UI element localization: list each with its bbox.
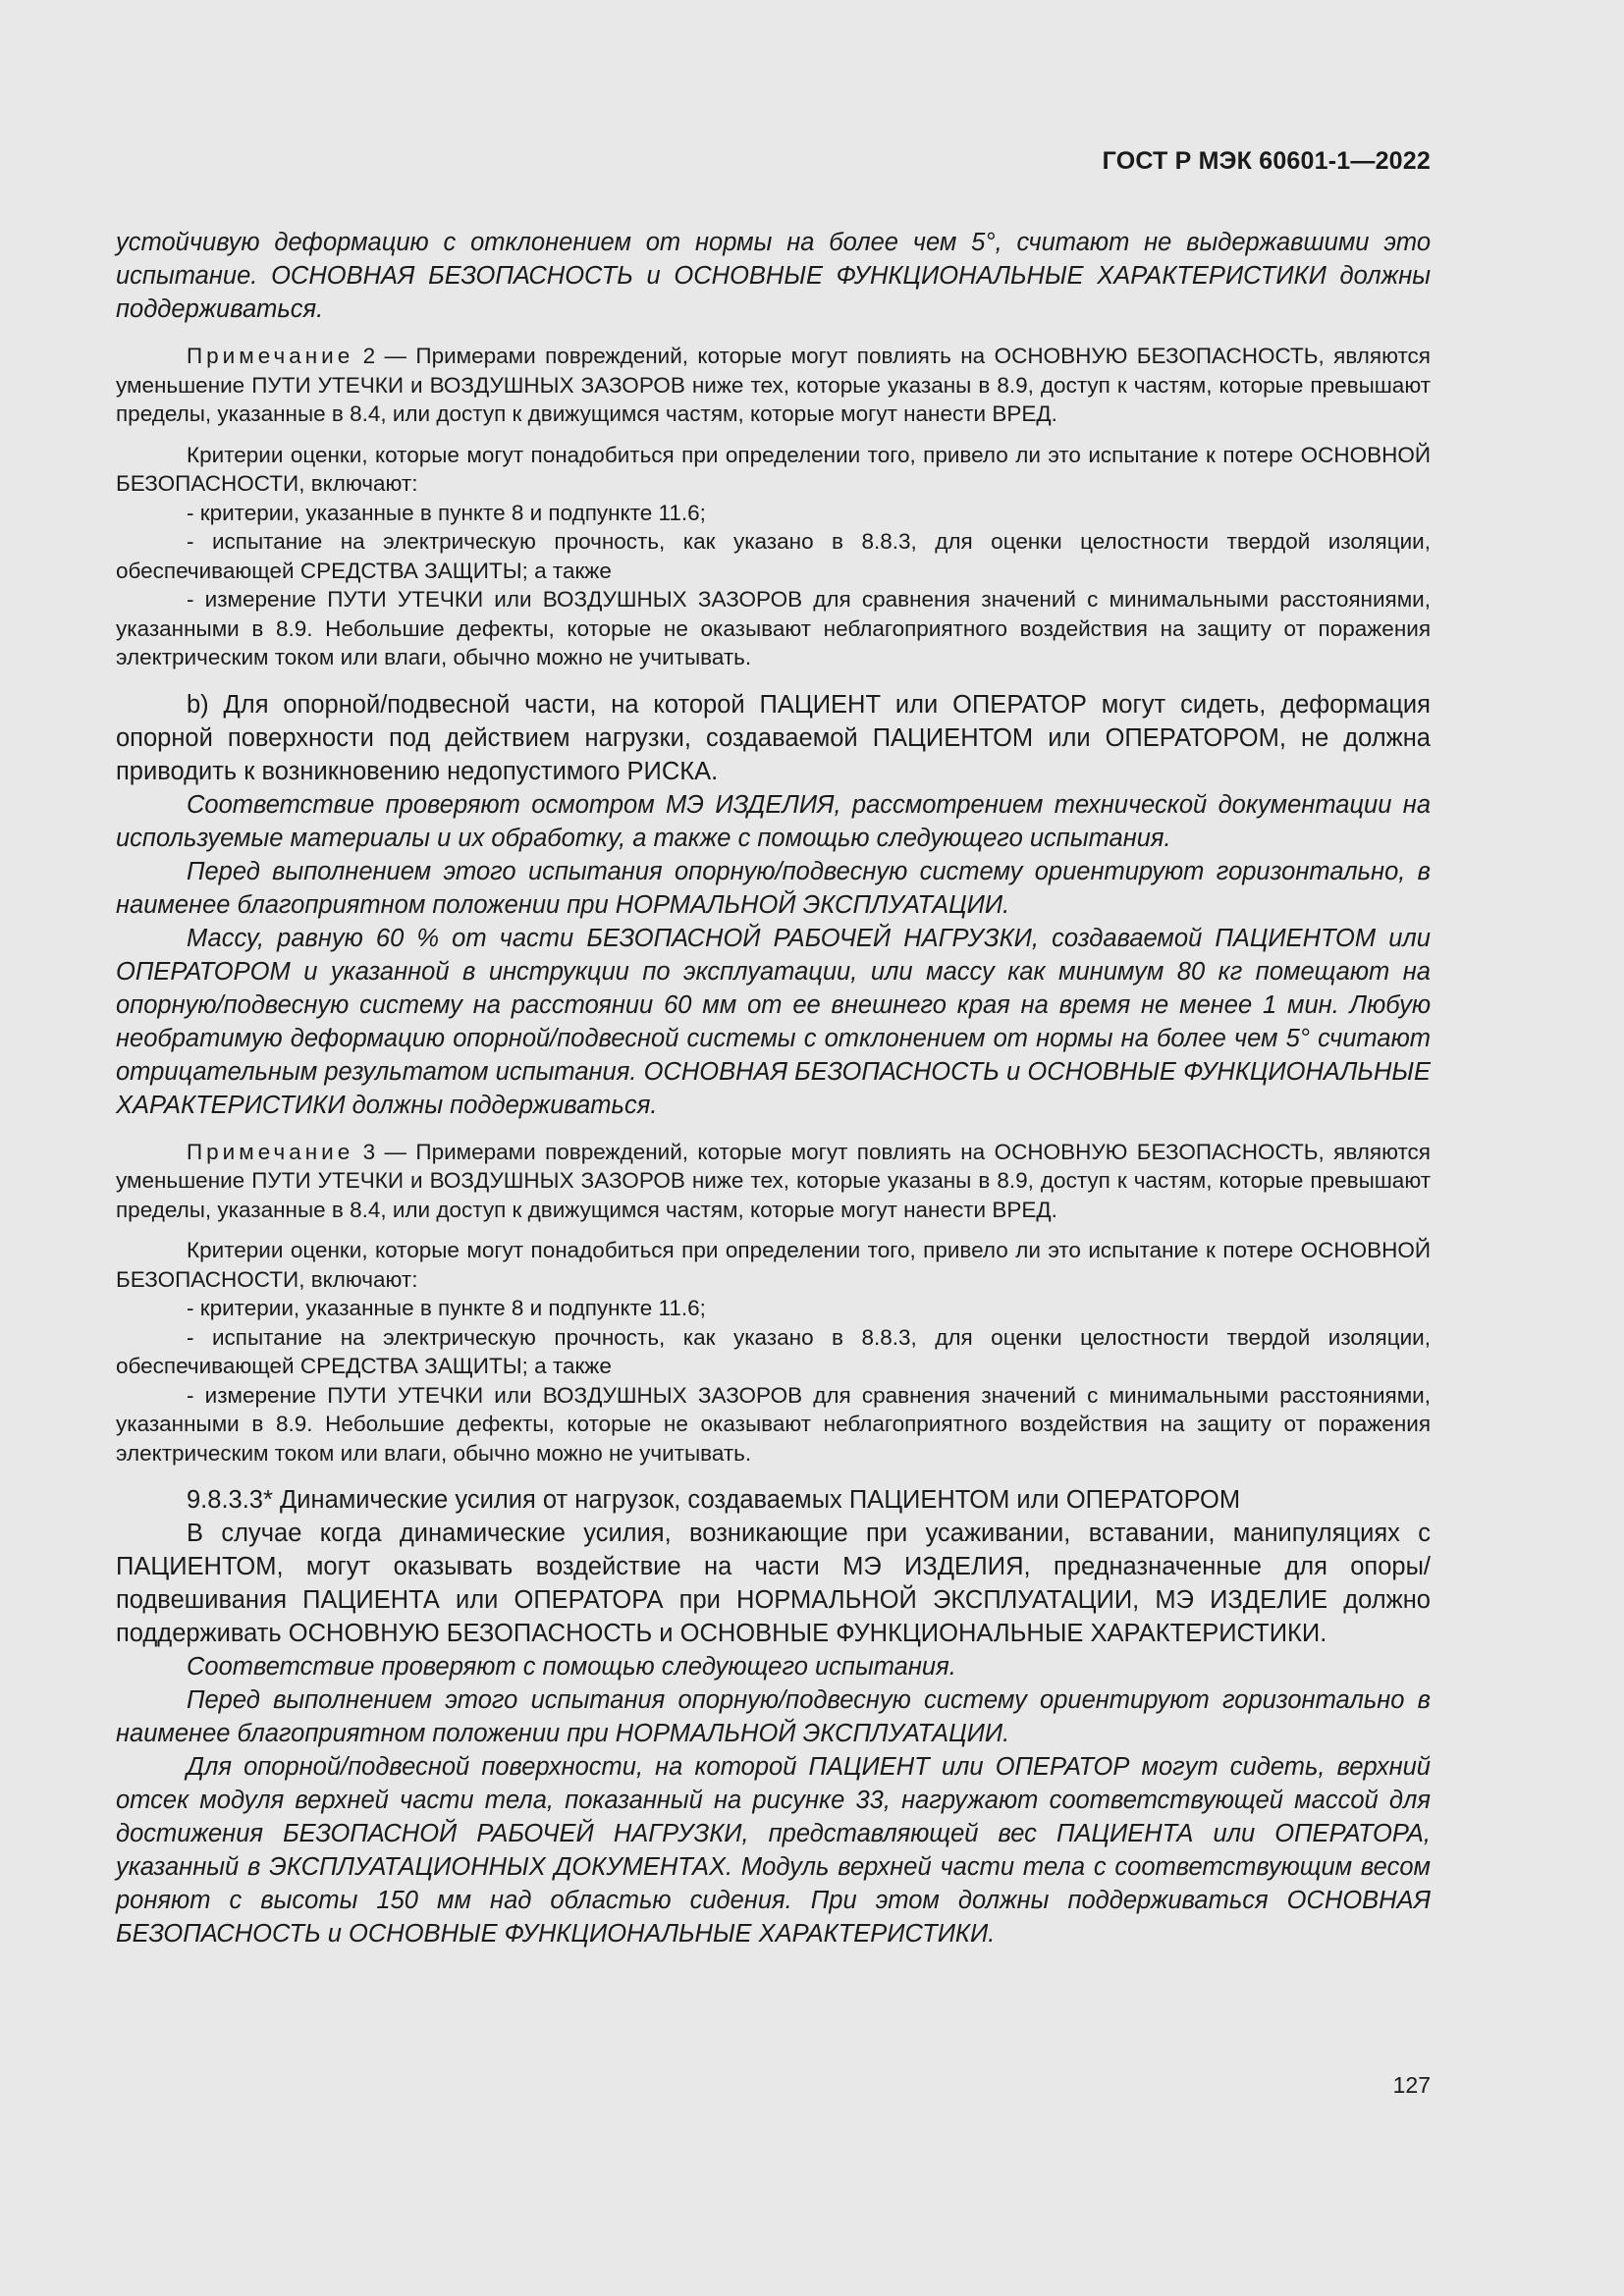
section-compliance: Соответствие проверяют с помощью следующего испытания. [187, 1653, 956, 1681]
criteria-item: - испытание на электрическую прочность, как указано в 8.8.3, для оценки целостности твердой изоляции, обеспечивающей СРЕДСТВА ЗАЩИТЫ; а также [116, 1324, 1431, 1378]
criteria-intro: Критерии оценки, которые могут понадобиться при определении того, привело ли это испытание к потере ОСНОВНОЙ БЕЗОПАСНОСТИ, включают: [116, 442, 1431, 496]
note-2 [116, 342, 1431, 429]
criteria-intro: Критерии оценки, которые могут понадобиться при определении того, привело ли это испытание к потере ОСНОВНОЙ БЕЗОПАСНОСТИ, включают: [116, 1238, 1431, 1292]
section-heading: 9.8.3.3* Динамические усилия от нагрузок, создаваемых ПАЦИЕНТОМ или ОПЕРАТОРОМ [187, 1486, 1241, 1514]
mass-test-paragraph: Массу, равную 60 % от части БЕЗОПАСНОЙ РАБОЧЕЙ НАГРУЗКИ, создаваемой ПАЦИЕНТОМ или ОПЕРАТОРОМ и указанной в инструкции по эксплуатации, или массу как минимум 80 кг помещают на опорную/подвесную систему на расстоянии 60 мм от ее внешнего края на время не менее 1 мин. Любую необратимую деформацию опорной/подвесной системы с отклонением от нормы на более чем 5° считают отрицательным результатом испытания. ОСНОВНАЯ БЕЗОПАСНОСТЬ и ОСНОВНЫЕ ФУНКЦИОНАЛЬНЫЕ ХАРАКТЕРИСТИКИ должны поддерживаться. [116, 924, 1431, 1119]
criteria-item: - испытание на электрическую прочность, как указано в 8.8.3, для оценки целостности твердой изоляции, обеспечивающей СРЕДСТВА ЗАЩИТЫ; а также [116, 529, 1431, 583]
orientation-paragraph: Перед выполнением этого испытания опорную/подвесную систему ориентируют горизонтально, в наименее благоприятном положении при НОРМАЛЬНОЙ ЭКСПЛУАТАЦИИ. [116, 857, 1431, 919]
section-orientation: Перед выполнением этого испытания опорную/подвесную систему ориентируют горизонтально в наименее благоприятном положении при НОРМАЛЬНОЙ ЭКСПЛУАТАЦИИ. [116, 1686, 1431, 1747]
note-text: 2 — Примерами повреждений, которые могут повлиять на ОСНОВНУЮ БЕЗОПАСНОСТЬ, являются уменьшение ПУТИ УТЕЧКИ и ВОЗДУШНЫХ ЗАЗОРОВ ниже тех, которые указаны в 8.9, доступ к частям, которые превышают пределы, указанные в 8.4, или доступ к движущимся частям, которые могут нанести ВРЕД. [116, 344, 1431, 426]
section-body: В случае когда динамические усилия, возникающие при усаживании, вставании, манипуляциях с ПАЦИЕНТОМ, могут оказывать воздействие на части МЭ ИЗДЕЛИЯ, предназначенные для опоры/подвешивания ПАЦИЕНТА или ОПЕРАТОРА при НОРМАЛЬНОЙ ЭКСПЛУАТАЦИИ, МЭ ИЗДЕЛИЕ должно поддерживать ОСНОВНУЮ БЕЗОПАСНОСТЬ и ОСНОВНЫЕ ФУНКЦИОНАЛЬНЫЕ ХАРАКТЕРИСТИКИ. [116, 1520, 1431, 1647]
page-number: 127 [1392, 2072, 1431, 2098]
note-3 [116, 1138, 1431, 1225]
criteria-item: - измерение ПУТИ УТЕЧКИ или ВОЗДУШНЫХ ЗАЗОРОВ для сравнения значений с минимальными расстояниями, указанными в 8.9. Небольшие дефекты, которые не оказывают неблагоприятного воздействия на защиту от поражения электрическим током или влаги, обычно можно не учитывать. [116, 587, 1431, 669]
note-label: Примечание [187, 344, 354, 368]
criteria-item: - измерение ПУТИ УТЕЧКИ или ВОЗДУШНЫХ ЗАЗОРОВ для сравнения значений с минимальными расстояниями, указанными в 8.9. Небольшие дефекты, которые не оказывают неблагоприятного воздействия на защиту от поражения электрическим током или влаги, обычно можно не учитывать. [116, 1382, 1431, 1466]
top-italic-paragraph: устойчивую деформацию с отклонением от нормы на более чем 5°, считают не выдержавшими это испытание. ОСНОВНАЯ БЕЗОПАСНОСТЬ и ОСНОВНЫЕ ФУНКЦИОНАЛЬНЫЕ ХАРАКТЕРИСТИКИ должны поддерживаться. [116, 229, 1431, 323]
page-content [116, 226, 1431, 1950]
note-label: Примечание [187, 1139, 354, 1164]
section-test: Для опорной/подвесной поверхности, на которой ПАЦИЕНТ или ОПЕРАТОР могут сидеть, верхний отсек модуля верхней части тела, показанный на рисунке 33, нагружают соответствующей массой для достижения БЕЗОПАСНОЙ РАБОЧЕЙ НАГРУЗКИ, представляющей вес ПАЦИЕНТА или ОПЕРАТОРА, указанный в ЭКСПЛУАТАЦИОННЫХ ДОКУМЕНТАХ. Модуль верхней части тела с соответствующим весом роняют с высоты 150 мм над областью сидения. При этом должны поддерживаться ОСНОВНАЯ БЕЗОПАСНОСТЬ и ОСНОВНЫЕ ФУНКЦИОНАЛЬНЫЕ ХАРАКТЕРИСТИКИ. [116, 1753, 1431, 1948]
item-b: b) Для опорной/подвесной части, на которой ПАЦИЕНТ или ОПЕРАТОР могут сидеть, деформация опорной поверхности под действием нагрузки, создаваемой ПАЦИЕНТОМ или ОПЕРАТОРОМ, не должна приводить к возникновению недопустимого РИСКА. [116, 690, 1431, 785]
note-text: 3 — Примерами повреждений, которые могут повлиять на ОСНОВНУЮ БЕЗОПАСНОСТЬ, являются уменьшение ПУТИ УТЕЧКИ и ВОЗДУШНЫХ ЗАЗОРОВ ниже тех, которые указаны в 8.9, доступ к частям, которые превышают пределы, указанные в 8.4, или доступ к движущимся частям, которые могут нанести ВРЕД. [116, 1139, 1431, 1222]
document-header: ГОСТ Р МЭК 60601-1—2022 [1102, 147, 1431, 175]
compliance-paragraph: Соответствие проверяют осмотром МЭ ИЗДЕЛИЯ, рассмотрением технической документации на используемые материалы и их обработку, а также с помощью следующего испытания. [116, 790, 1431, 852]
criteria-item: - критерии, указанные в пункте 8 и подпункте 11.6; [187, 500, 706, 525]
criteria-item: - критерии, указанные в пункте 8 и подпункте 11.6; [187, 1296, 706, 1320]
